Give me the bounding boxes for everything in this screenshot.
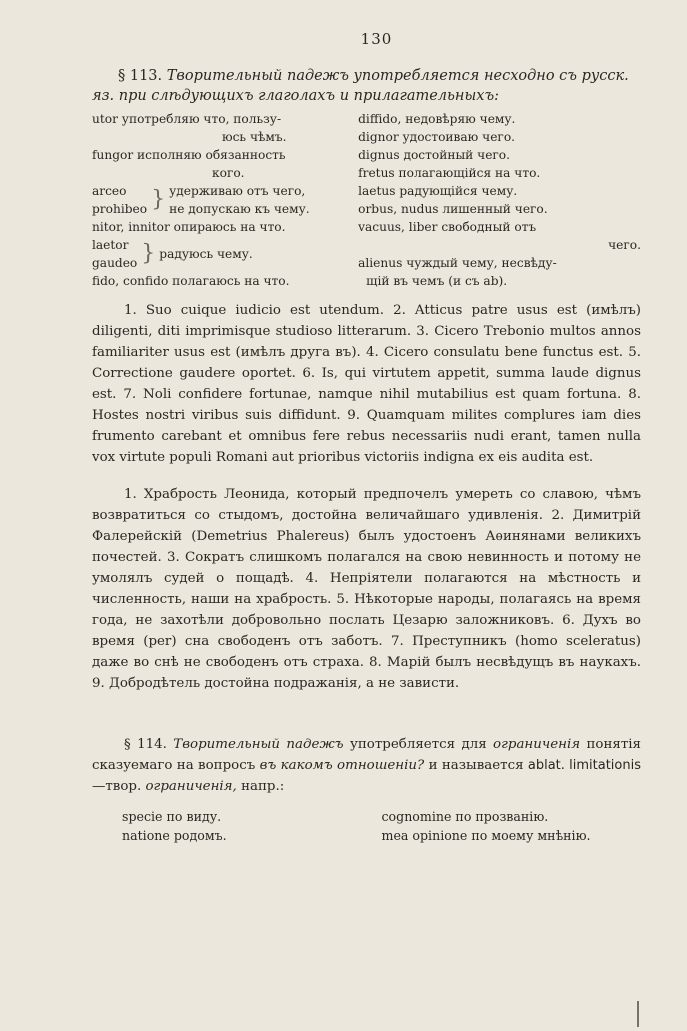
vocab-entry: щій въ чемъ (и съ ab). — [366, 274, 508, 288]
section-113-heading — [92, 66, 641, 106]
latin-exercise: 1. Suo cuique iudicio est utendum. 2. Atticus patre usus est (имѣлъ) diligenti, diti imprimisque studioso litterarum. 3. Cicero Trebonio multos annos familiariter usus est (имѣлъ друга въ). 4. Cicero consulatu bene functus est. 5. Correctione gaudere oportet. 6. Is, qui virtutem appetit, summa laude dignus est. 7. Noli confidere fortunae, namque nihil mutabilius est quam fortuna. 8. Hostes nostri viribus suis diffidunt. 9. Quamquam milites complures iam dies frumento carebant et omnibus fere rebus necessariis nudi erant, tamen nulla vox virtute populi Romani aut prioribus victoriis indigna ex eis audita est. — [92, 303, 641, 465]
example-entry: cognomine по прозванію. — [381, 809, 549, 824]
section-title: Творительный падежъ употребляется несходно съ русск. яз. при слѣдующихъ глаголахъ и прилагательныхъ: — [92, 68, 629, 104]
vocab-entry: utor употребляю что, пользу- — [92, 112, 282, 126]
section-number: § 114. — [124, 737, 167, 752]
brace-mark: } — [141, 241, 156, 266]
term-italic: ограниченія — [493, 737, 581, 752]
vocab-entry: gaudeo — [92, 256, 138, 270]
section-spacer — [92, 694, 641, 734]
vocab-entry: alienus чуждый чему, несвѣду- — [358, 256, 557, 270]
vocab-entry: радуюсь чему. — [159, 247, 253, 261]
vocab-group — [92, 236, 350, 272]
section-114-paragraph — [92, 734, 641, 797]
vocab-entry: чего. — [608, 238, 641, 252]
brace-mark: } — [151, 187, 166, 212]
vocabulary-right-column — [358, 110, 641, 290]
vocab-entry: prohibeo — [92, 202, 148, 216]
vocab-entry: fungor исполняю обязанность — [92, 148, 286, 162]
text-run: и называется — [428, 758, 524, 773]
example-entry: mea opinione по моему мнѣнію. — [381, 828, 591, 843]
vocab-entry: orbus, nudus лишенный чего. — [358, 202, 548, 216]
examples-right-column — [382, 807, 642, 845]
examples-list — [92, 807, 641, 845]
vocab-entry: laetus радующійся чему. — [358, 184, 518, 198]
vocab-entry: удерживаю отъ чего, — [169, 184, 306, 198]
vocab-entry: dignor удостоиваю чего. — [358, 130, 516, 144]
text-run: понятія сказуемаго на вопросъ — [92, 737, 641, 773]
question-italic: въ какомъ отношеніи? — [259, 758, 425, 773]
vocabulary-list — [92, 110, 641, 290]
text-run: напр.: — [241, 779, 285, 794]
text-run: —твор. — [92, 779, 142, 794]
vocab-entry: laetor — [92, 238, 129, 252]
vocab-entry: кого. — [212, 166, 245, 180]
vocab-entry: dignus достойный чего. — [358, 148, 511, 162]
vocab-entry: юсь чѣмъ. — [222, 130, 287, 144]
russian-exercise: 1. Храбрость Леонида, который предпочелъ умереть со славою, чѣмъ возвратиться со стыдомъ, достойна величайшаго удивленія. 2. Димитрій Фалерейскій (Demetrius Phalereus) былъ удостоенъ Аѳинянами великихъ почестей. 3. Сократъ слишкомъ полагался на свою невинность и потому не умолялъ судей о пощадѣ. 4. Непріятели полагаются на мѣстность и численность, наши на храбрость. 5. Нѣкоторые народы, полагаясь на время года, не захотѣли добровольно послать Цезарю заложниковъ. 6. Духъ во время (per) сна свободенъ отъ заботъ. 7. Преступникъ (homo sceleratus) даже во снѣ не свободенъ отъ страха. 8. Марій былъ несвѣдущъ въ наукахъ. 9. Добродѣтель достойна подражанія, а не зависти. — [92, 487, 641, 691]
latin-term: ablat. limitationis — [527, 758, 641, 773]
examples-left-column — [122, 807, 382, 845]
example-entry: natione родомъ. — [122, 828, 227, 843]
page-edge-mark — [637, 1001, 639, 1027]
term-italic: ограниченія, — [145, 779, 237, 794]
page-number: 130 — [360, 30, 393, 48]
vocab-group — [92, 182, 350, 218]
vocab-entry: diffido, недовѣряю чему. — [358, 112, 516, 126]
vocab-entry: fido, confido полагаюсь на что. — [92, 274, 290, 288]
example-entry: specie по виду. — [122, 809, 222, 824]
vocab-entry: arceo — [92, 184, 127, 198]
section-number: § 113. — [118, 68, 163, 84]
term-italic: Творительный падежъ — [173, 737, 344, 752]
vocab-entry: fretus полагающійся на что. — [358, 166, 541, 180]
vocabulary-left-column — [92, 110, 350, 290]
text-run: употребляется для — [350, 737, 487, 752]
vocab-entry: vacuus, liber свободный отъ — [358, 220, 537, 234]
vocab-entry: не допускаю къ чему. — [169, 202, 310, 216]
vocab-entry: nitor, innitor опираюсь на что. — [92, 220, 286, 234]
